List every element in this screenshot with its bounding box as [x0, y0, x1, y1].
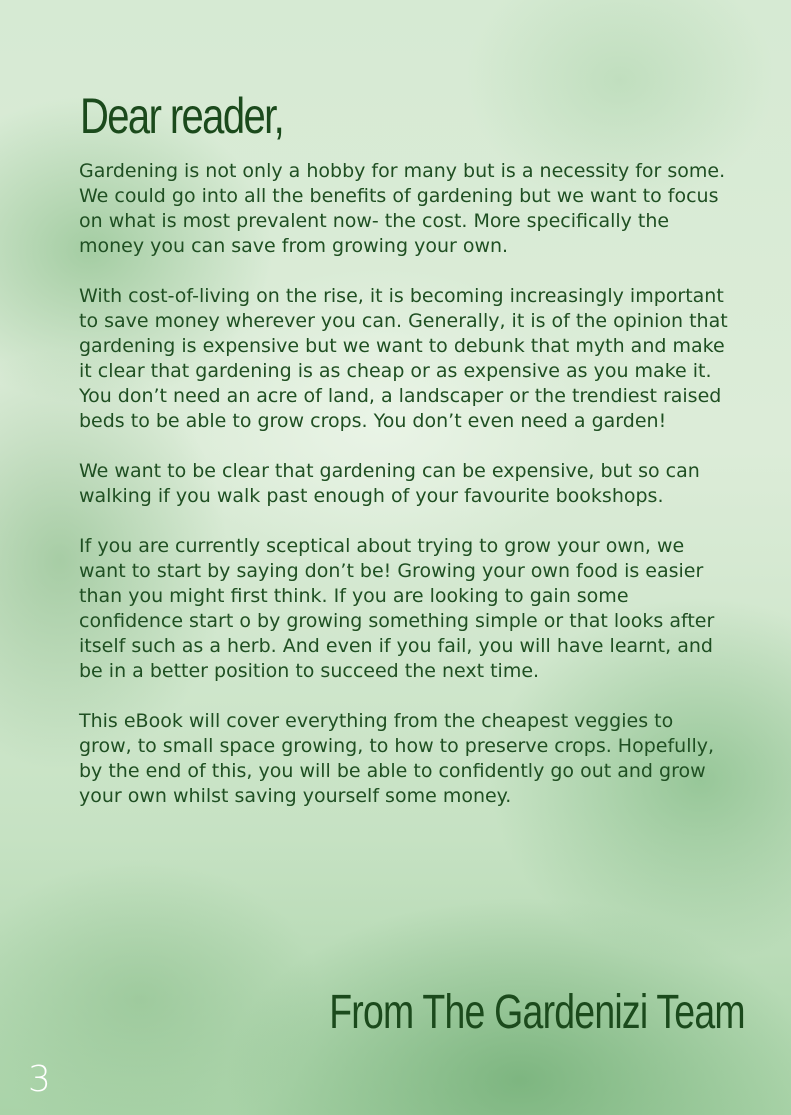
paragraph-sceptical: If you are currently sceptical about trying to grow your own, we want to start by saying don’t be! Growing your own food is easier than you might first think. If you are looking to gain some confidence start o by growing something simple or that looks after itself such as a herb. And even if you fail, you will have learnt, and be in a better position to succeed the next time. — [79, 535, 715, 682]
letter-body — [79, 159, 729, 834]
paragraph-cost-of-living: With cost-of-living on the rise, it is becoming increasingly important to save money wherever you can. Generally, it is of the opinion that gardening is expensive but we want to debunk that myth and make it clear that gardening is as cheap or as expensive as you make it. You don’t need an acre of land, a landscaper or the trendiest raised beds to be able to grow crops. You don’t even need a garden! — [79, 285, 728, 432]
page-number: 3 — [28, 1059, 51, 1100]
signoff: From The Gardenizi Team — [329, 986, 745, 1039]
paragraph-expense: We want to be clear that gardening can be expensive, but so can walking if you walk past enough of your favourite bookshops. — [79, 460, 700, 507]
paragraph-ebook-overview: This eBook will cover everything from the cheapest veggies to grow, to small space growing, to how to preserve crops. Hopefully, by the end of this, you will be able to confidently go out and grow your own whilst saving yourself some money. — [79, 710, 715, 807]
page-title: Dear reader, — [80, 88, 284, 144]
paragraph-intro: Gardening is not only a hobby for many but is a necessity for some. We could go into all the benefits of gardening but we want to focus on what is most prevalent now- the cost. More specifically the money you can save from growing your own. — [79, 160, 726, 257]
